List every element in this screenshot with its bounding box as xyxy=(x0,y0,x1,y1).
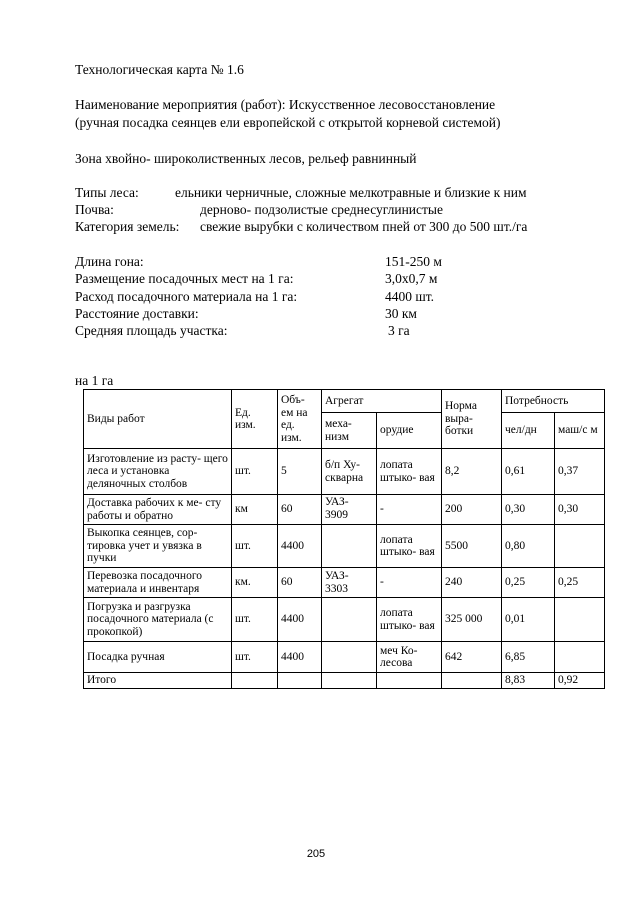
cell-mechanism xyxy=(322,525,377,568)
cell-man-days: 6,85 xyxy=(502,642,555,673)
table-row xyxy=(84,525,605,568)
cell-empty xyxy=(278,673,322,689)
header-aggregate: Агрегат xyxy=(322,390,442,413)
page-number: 205 xyxy=(306,848,326,860)
cell-work: Доставка рабочих к ме- сту работы и обратно xyxy=(84,495,232,525)
cell-volume: 5 xyxy=(278,449,322,495)
soil-value: дерново- подзолистые среднесуглинистые xyxy=(200,202,443,217)
cell-unit: км xyxy=(232,495,278,525)
cell-norm: 8,2 xyxy=(442,449,502,495)
cell-work: Перевозка посадочного материала и инвентаря xyxy=(84,568,232,598)
header-tool: орудие xyxy=(377,413,442,449)
cell-work: Выкопка сеянцев, сор- тировка учет и увязка в пучки xyxy=(84,525,232,568)
cell-norm: 325 000 xyxy=(442,598,502,642)
header-unit: Ед. изм. xyxy=(232,390,278,449)
cell-volume: 4400 xyxy=(278,642,322,673)
cell-work: Погрузка и разгрузка посадочного материала (с прокопкой) xyxy=(84,598,232,642)
cell-norm: 200 xyxy=(442,495,502,525)
cell-mechanism: б/п Ху- скварна xyxy=(322,449,377,495)
cell-mechanism: УАЗ- 3303 xyxy=(322,568,377,598)
cell-work: Изготовление из расту- щего леса и установка деляночных столбов xyxy=(84,449,232,495)
cell-machine: 0,30 xyxy=(555,495,605,525)
cell-unit: км. xyxy=(232,568,278,598)
param-value: 4400 шт. xyxy=(385,289,435,304)
cell-man-days: 0,30 xyxy=(502,495,555,525)
table-row xyxy=(84,642,605,673)
forest-types-label: Типы леса: xyxy=(75,185,139,200)
cell-empty xyxy=(442,673,502,689)
cell-tool: лопата штыко- вая xyxy=(377,598,442,642)
cell-man-days: 0,01 xyxy=(502,598,555,642)
forest-types-value: ельники черничные, сложные мелкотравные и близкие к ним xyxy=(175,185,527,200)
header-man-days: чел/дн xyxy=(502,413,555,449)
param-label: Средняя площадь участка: xyxy=(75,323,228,338)
param-value: 30 км xyxy=(385,306,417,321)
activity-line-2: (ручная посадка сеянцев ели европейской с открытой корневой системой) xyxy=(75,115,501,130)
cell-tool: лопата штыко- вая xyxy=(377,525,442,568)
cell-volume: 4400 xyxy=(278,598,322,642)
card-title: Технологическая карта № 1.6 xyxy=(75,62,244,77)
cell-machine: 0,25 xyxy=(555,568,605,598)
cell-tool: меч Ко- лесова xyxy=(377,642,442,673)
cell-empty xyxy=(322,673,377,689)
land-category-value: свежие вырубки с количеством пней от 300 до 500 шт./га xyxy=(200,219,528,234)
table-caption: на 1 га xyxy=(75,373,114,388)
header-volume: Объ- ем на ед. изм. xyxy=(278,390,322,449)
total-label: Итого xyxy=(84,673,232,689)
cell-man-days: 0,25 xyxy=(502,568,555,598)
header-machine: маш/с м xyxy=(555,413,605,449)
cell-machine: 0,37 xyxy=(555,449,605,495)
cell-tool: - xyxy=(377,495,442,525)
header-norm: Норма выра- ботки xyxy=(442,390,502,449)
header-need: Потребность xyxy=(502,390,605,413)
cell-volume: 60 xyxy=(278,495,322,525)
cell-unit: шт. xyxy=(232,525,278,568)
cell-volume: 4400 xyxy=(278,525,322,568)
cell-norm: 642 xyxy=(442,642,502,673)
cell-norm: 240 xyxy=(442,568,502,598)
cell-unit: шт. xyxy=(232,449,278,495)
cell-volume: 60 xyxy=(278,568,322,598)
param-label: Длина гона: xyxy=(75,254,144,269)
land-category-label: Категория земель: xyxy=(75,219,180,234)
cell-mechanism xyxy=(322,598,377,642)
table-row xyxy=(84,598,605,642)
param-label: Расстояние доставки: xyxy=(75,306,199,321)
param-label: Расход посадочного материала на 1 га: xyxy=(75,289,298,304)
table-row xyxy=(84,449,605,495)
total-row xyxy=(84,673,605,689)
zone-line: Зона хвойно- широколиственных лесов, рельеф равнинный xyxy=(75,151,417,166)
total-man-days: 8,83 xyxy=(502,673,555,689)
cell-machine xyxy=(555,525,605,568)
cell-machine xyxy=(555,598,605,642)
work-table xyxy=(83,389,605,689)
cell-tool: - xyxy=(377,568,442,598)
table-row xyxy=(84,495,605,525)
cell-norm: 5500 xyxy=(442,525,502,568)
param-value: 3 га xyxy=(388,323,410,338)
cell-unit: шт. xyxy=(232,642,278,673)
param-value: 151-250 м xyxy=(385,254,442,269)
cell-mechanism: УАЗ- 3909 xyxy=(322,495,377,525)
cell-empty xyxy=(232,673,278,689)
soil-label: Почва: xyxy=(75,202,114,217)
cell-unit: шт. xyxy=(232,598,278,642)
cell-machine xyxy=(555,642,605,673)
header-work-types: Виды работ xyxy=(84,390,232,449)
param-label: Размещение посадочных мест на 1 га: xyxy=(75,271,294,286)
cell-empty xyxy=(377,673,442,689)
cell-tool: лопата штыко- вая xyxy=(377,449,442,495)
total-machine: 0,92 xyxy=(555,673,605,689)
table-row xyxy=(84,568,605,598)
cell-work: Посадка ручная xyxy=(84,642,232,673)
cell-mechanism xyxy=(322,642,377,673)
cell-man-days: 0,80 xyxy=(502,525,555,568)
activity-line-1: Наименование мероприятия (работ): Искусственное лесовосстановление xyxy=(75,97,496,112)
param-value: 3,0х0,7 м xyxy=(385,271,438,286)
header-mechanism: меха- низм xyxy=(322,413,377,449)
cell-man-days: 0,61 xyxy=(502,449,555,495)
